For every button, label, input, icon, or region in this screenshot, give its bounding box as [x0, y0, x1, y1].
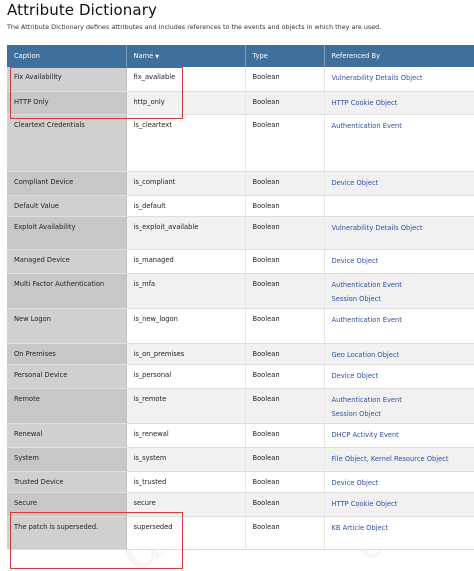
- caption-cell: Personal Device: [7, 364, 126, 388]
- caption-cell: Trusted Device: [7, 471, 126, 492]
- type-cell: Boolean: [245, 67, 324, 91]
- type-cell: Boolean: [245, 308, 324, 343]
- caption-cell: Secure: [7, 492, 126, 516]
- referenced-by-cell: [324, 516, 474, 549]
- reference-link[interactable]: DHCP Activity Event: [331, 430, 399, 439]
- referenced-by-cell: [324, 447, 474, 471]
- type-cell: Boolean: [245, 364, 324, 388]
- referenced-by-cell: [324, 91, 474, 114]
- reference-link[interactable]: Vulnerability Details Object: [331, 223, 423, 232]
- referenced-by-cell: [324, 471, 474, 492]
- table-row: [7, 447, 474, 471]
- reference-link[interactable]: Device Object: [331, 178, 379, 187]
- reference-link[interactable]: Session Object: [331, 294, 381, 303]
- page-title: Attribute Dictionary: [7, 1, 157, 19]
- name-cell: is_personal: [126, 364, 245, 388]
- reference-link[interactable]: Authentication Event: [331, 121, 402, 130]
- type-cell: Boolean: [245, 91, 324, 114]
- reference-link[interactable]: Vulnerability Details Object: [331, 74, 423, 82]
- table-row: [7, 171, 474, 195]
- referenced-by-cell: [324, 171, 474, 195]
- sort-desc-icon: ▼: [155, 54, 160, 60]
- table-row: [7, 67, 474, 91]
- table-row: [7, 91, 474, 114]
- name-cell: superseded: [126, 516, 245, 549]
- reference-link[interactable]: File Object, Kernel Resource Object: [331, 454, 449, 463]
- type-cell: Boolean: [245, 343, 324, 364]
- referenced-by-cell: [324, 114, 474, 171]
- table-row: [7, 492, 474, 516]
- caption-cell: Remote: [7, 388, 126, 423]
- reference-link[interactable]: HTTP Cookie Object: [331, 98, 398, 107]
- reference-link[interactable]: Geo Location Object: [331, 350, 400, 359]
- referenced-by-cell: [324, 364, 474, 388]
- referenced-by-cell: [324, 308, 474, 343]
- page-description: The Attribute Dictionary defines attributes and includes references to the events and objects in which they are used.: [7, 23, 382, 31]
- caption-cell: Fix Availability: [7, 67, 126, 91]
- referenced-by-cell: [324, 492, 474, 516]
- table-header-row: [7, 45, 474, 67]
- column-header-type-label: Type: [252, 52, 268, 60]
- column-header-name-label: Name: [133, 52, 154, 60]
- caption-cell: On Premises: [7, 343, 126, 364]
- name-cell: is_mfa: [126, 273, 245, 308]
- caption-cell: Managed Device: [7, 249, 126, 273]
- referenced-by-cell: [324, 67, 474, 91]
- name-cell: is_exploit_available: [126, 216, 245, 249]
- column-header-type[interactable]: [245, 45, 324, 67]
- name-cell: is_renewal: [126, 423, 245, 447]
- reference-link[interactable]: Device Object: [331, 478, 379, 487]
- referenced-by-cell: [324, 423, 474, 447]
- type-cell: Boolean: [245, 249, 324, 273]
- name-cell: is_default: [126, 195, 245, 216]
- type-cell: Boolean: [245, 216, 324, 249]
- caption-cell: Compliant Device: [7, 171, 126, 195]
- name-cell: is_remote: [126, 388, 245, 423]
- caption-cell: New Logon: [7, 308, 126, 343]
- reference-link[interactable]: KB Article Object: [331, 523, 388, 532]
- table-row: [7, 308, 474, 343]
- caption-cell: System: [7, 447, 126, 471]
- referenced-by-cell: [324, 249, 474, 273]
- table-row: [7, 423, 474, 447]
- table-row: [7, 273, 474, 308]
- caption-cell: HTTP Only: [7, 91, 126, 114]
- name-cell: is_compliant: [126, 171, 245, 195]
- type-cell: Boolean: [245, 114, 324, 171]
- table-row: [7, 471, 474, 492]
- referenced-by-cell: [324, 195, 474, 216]
- type-cell: Boolean: [245, 273, 324, 308]
- type-cell: Boolean: [245, 195, 324, 216]
- name-cell: fix_available: [126, 67, 245, 91]
- reference-link[interactable]: Authentication Event: [331, 395, 402, 404]
- caption-cell: Exploit Availability: [7, 216, 126, 249]
- reference-link[interactable]: Session Object: [331, 409, 381, 418]
- table-row: [7, 364, 474, 388]
- column-header-caption[interactable]: [7, 45, 126, 67]
- type-cell: Boolean: [245, 423, 324, 447]
- referenced-by-cell: [324, 216, 474, 249]
- name-cell: is_new_logon: [126, 308, 245, 343]
- caption-cell: The patch is superseded.: [7, 516, 126, 549]
- table-row: [7, 195, 474, 216]
- column-header-caption-label: Caption: [14, 52, 40, 60]
- caption-cell: Default Value: [7, 195, 126, 216]
- table-row: [7, 388, 474, 423]
- referenced-by-cell: [324, 273, 474, 308]
- type-cell: Boolean: [245, 388, 324, 423]
- reference-link[interactable]: Authentication Event: [331, 280, 402, 289]
- caption-cell: Cleartext Credentials: [7, 114, 126, 171]
- name-cell: is_system: [126, 447, 245, 471]
- name-cell: secure: [126, 492, 245, 516]
- type-cell: Boolean: [245, 471, 324, 492]
- type-cell: Boolean: [245, 516, 324, 549]
- reference-link[interactable]: Device Object: [331, 256, 379, 265]
- type-cell: Boolean: [245, 447, 324, 471]
- referenced-by-cell: [324, 343, 474, 364]
- attribute-table: [7, 45, 474, 550]
- name-cell: is_cleartext: [126, 114, 245, 171]
- table-row: [7, 114, 474, 171]
- table-row: [7, 249, 474, 273]
- column-header-name[interactable]: [126, 45, 245, 67]
- name-cell: http_only: [126, 91, 245, 114]
- name-cell: is_managed: [126, 249, 245, 273]
- referenced-by-cell: [324, 388, 474, 423]
- name-cell: is_on_premises: [126, 343, 245, 364]
- type-cell: Boolean: [245, 492, 324, 516]
- type-cell: Boolean: [245, 171, 324, 195]
- caption-cell: Multi Factor Authentication: [7, 273, 126, 308]
- reference-link[interactable]: Authentication Event: [331, 315, 402, 324]
- name-cell: is_trusted: [126, 471, 245, 492]
- table-row: [7, 216, 474, 249]
- table-row: [7, 516, 474, 549]
- table-row: [7, 343, 474, 364]
- reference-link[interactable]: Device Object: [331, 371, 379, 380]
- reference-link[interactable]: HTTP Cookie Object: [331, 499, 398, 508]
- column-header-referenced-by-label: Referenced By: [331, 52, 381, 60]
- caption-cell: Renewal: [7, 423, 126, 447]
- column-header-referenced-by[interactable]: [324, 45, 474, 67]
